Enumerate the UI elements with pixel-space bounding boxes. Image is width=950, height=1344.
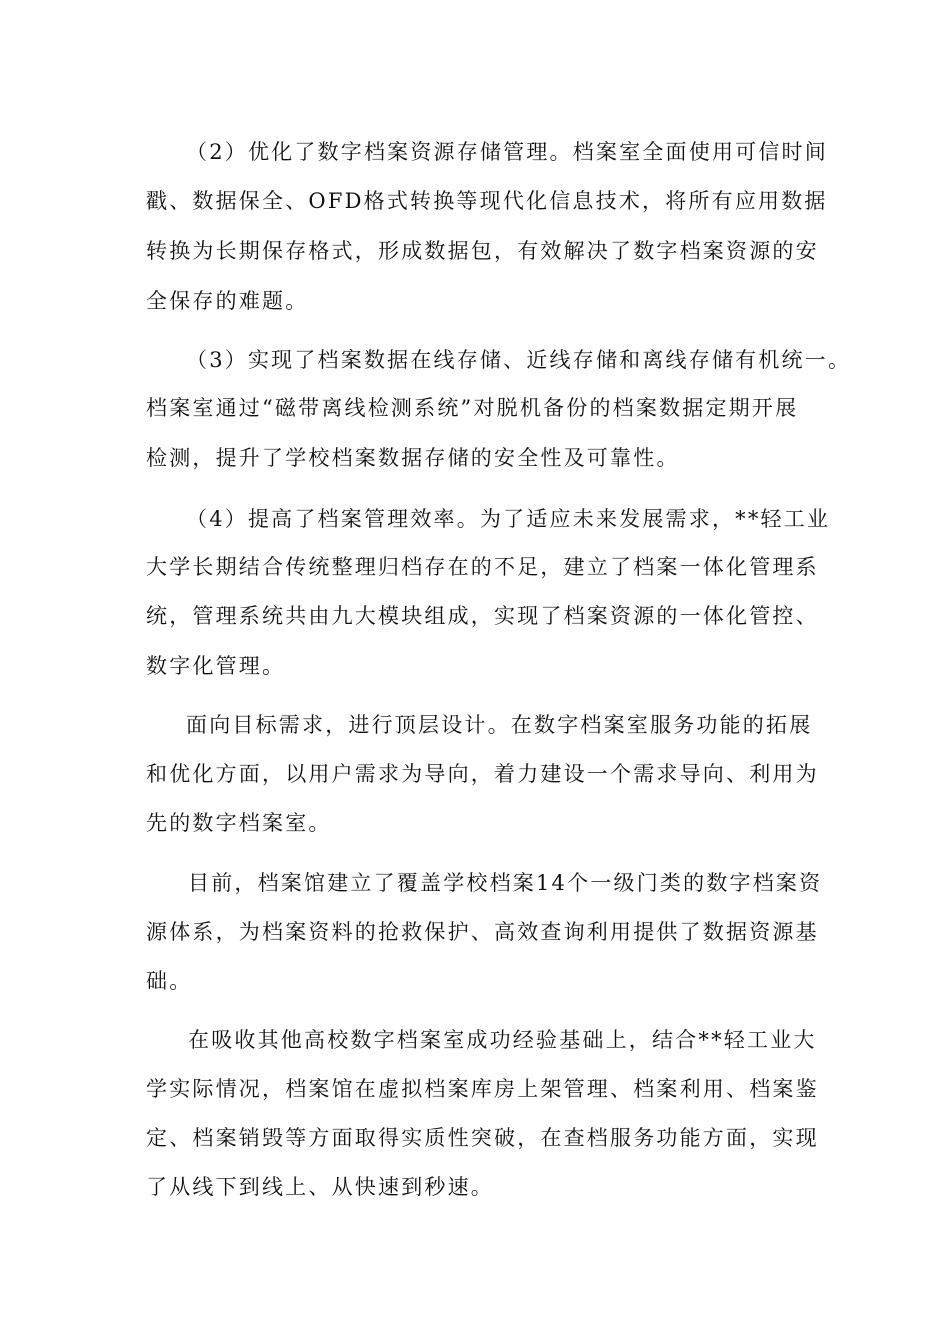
paragraph-1-line-3: 转换为长期保存格式，形成数据包，有效解决了数字档案资源的安 (146, 239, 819, 263)
paragraph-3-line-1: （4）提高了档案管理效率。为了适应未来发展需求，**轻工业 (186, 507, 831, 531)
paragraph-4-line-2: 和优化方面，以用户需求为导向，着力建设一个需求导向、利用为 (146, 762, 819, 786)
paragraph-1-line-1: （2）优化了数字档案资源存储管理。档案室全面使用可信时间 (186, 140, 828, 164)
paragraph-1-line-2: 戳、数据保全、OFD格式转换等现代化信息技术，将所有应用数据 (146, 189, 828, 213)
paragraph-6-line-2: 学实际情况，档案馆在虚拟档案库房上架管理、档案利用、档案鉴 (146, 1077, 819, 1101)
paragraph-6-line-1: 在吸收其他高校数字档案室成功经验基础上，结合**轻工业大 (188, 1028, 817, 1052)
paragraph-2-line-1: （3）实现了档案数据在线存储、近线存储和离线存储有机统一。 (186, 348, 852, 372)
paragraph-6-line-3: 定、档案销毁等方面取得实质性突破，在查档服务功能方面，实现 (146, 1126, 819, 1150)
paragraph-3-line-2: 大学长期结合传统整理归档存在的不足，建立了档案一体化管理系 (146, 555, 819, 579)
paragraph-5-line-2: 源体系，为档案资料的抢救保护、高效查询利用提供了数据资源基 (146, 920, 819, 944)
paragraph-6-line-4: 了从线下到线上、从快速到秒速。 (146, 1175, 494, 1199)
paragraph-4-line-1: 面向目标需求，进行顶层设计。在数字档案室服务功能的拓展 (186, 713, 813, 737)
paragraph-2-line-2: 档案室通过“磁带离线检测系统”对脱机备份的档案数据定期开展 (146, 396, 799, 420)
paragraph-4-line-3: 先的数字档案室。 (146, 811, 332, 835)
paragraph-5-line-1: 目前，档案馆建立了覆盖学校档案14个一级门类的数字档案资 (188, 871, 823, 895)
paragraph-2-line-3: 检测，提升了学校档案数据存储的安全性及可靠性。 (146, 446, 680, 470)
paragraph-1-line-4: 全保存的难题。 (146, 289, 309, 313)
paragraph-5-line-3: 础。 (146, 969, 193, 993)
paragraph-3-line-3: 统，管理系统共由九大模块组成，实现了档案资源的一体化管控、 (146, 604, 819, 628)
paragraph-3-line-4: 数字化管理。 (146, 654, 286, 678)
